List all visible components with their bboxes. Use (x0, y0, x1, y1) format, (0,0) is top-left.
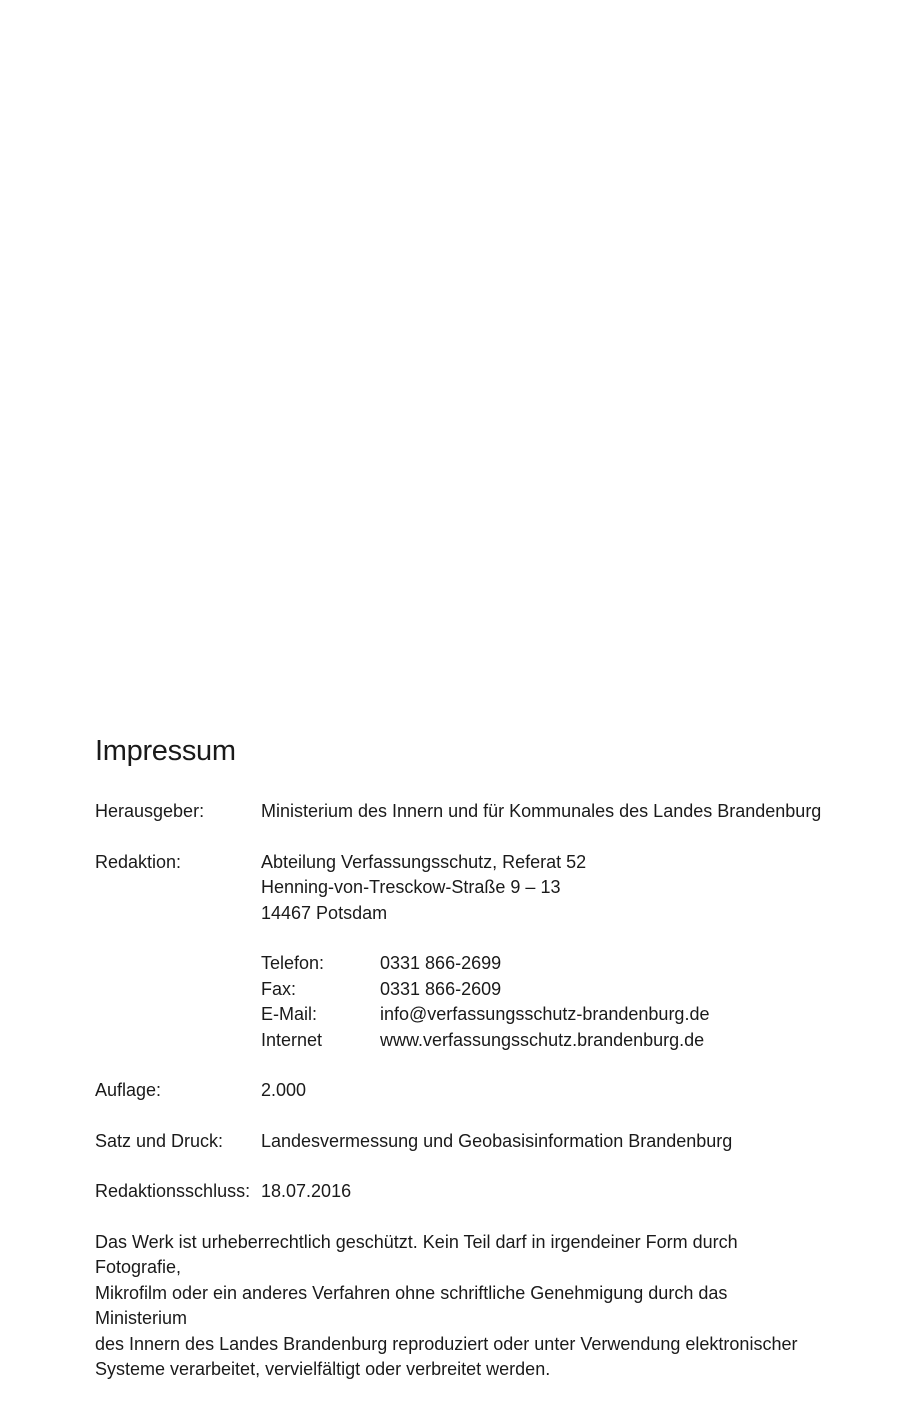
auflage-row (95, 1078, 815, 1104)
notice-line: Systeme verarbeitet, vervielfältigt oder verbreitet werden. (95, 1359, 551, 1379)
redaktion-row (95, 850, 815, 1054)
contact-label-internet: Internet (261, 1029, 323, 1050)
contact-value-email: info@verfassungsschutz-brandenburg.de (380, 1004, 710, 1024)
redaktion-line-department: Abteilung Verfassungsschutz, Referat 52 (261, 851, 587, 872)
contact-label-telefon: Telefon: (261, 953, 325, 973)
redaktion-address (261, 850, 815, 1054)
page-title: Impressum (95, 735, 236, 767)
contact-value-telefon: 0331 866-2699 (380, 953, 502, 973)
redaktionsschluss-label: Redaktionsschluss: (95, 1181, 251, 1201)
herausgeber-row (95, 799, 822, 825)
herausgeber-value: Ministerium des Innern und für Kommunales des Landes Brandenburg (261, 801, 822, 821)
redaktion-label: Redaktion: (95, 851, 182, 872)
herausgeber-label: Herausgeber: (95, 801, 205, 821)
satz-row (95, 1129, 815, 1155)
contact-value-internet: www.verfassungsschutz.brandenburg.de (380, 1029, 705, 1050)
contact-label-email: E-Mail: (261, 1004, 318, 1024)
redaktion-line-city: 14467 Potsdam (261, 902, 388, 923)
redaktionsschluss-value: 18.07.2016 (261, 1181, 352, 1201)
satz-label: Satz und Druck: (95, 1130, 224, 1151)
impressum-section (95, 732, 822, 1383)
satz-value: Landesvermessung und Geobasisinformation Brandenburg (261, 1130, 733, 1151)
notice-line: des Innern des Landes Brandenburg reproduziert oder unter Verwendung elektronischer (95, 1333, 798, 1354)
copyright-notice (95, 1230, 805, 1383)
notice-line: Das Werk ist urheberrechtlich geschützt. Kein Teil darf in irgendeiner Form durch Fotografie, (95, 1231, 738, 1277)
auflage-value: 2.000 (261, 1080, 307, 1100)
contact-value-fax: 0331 866-2609 (380, 978, 502, 999)
contact-table (261, 951, 815, 1053)
auflage-label: Auflage: (95, 1080, 162, 1100)
redaktionsschluss-row (95, 1179, 815, 1205)
notice-line: Mikrofilm oder ein anderes Verfahren ohne schriftliche Genehmigung durch das Ministerium (95, 1282, 728, 1328)
contact-label-fax: Fax: (261, 978, 297, 999)
redaktion-line-street: Henning-von-Tresckow-Straße 9 – 13 (261, 877, 561, 897)
